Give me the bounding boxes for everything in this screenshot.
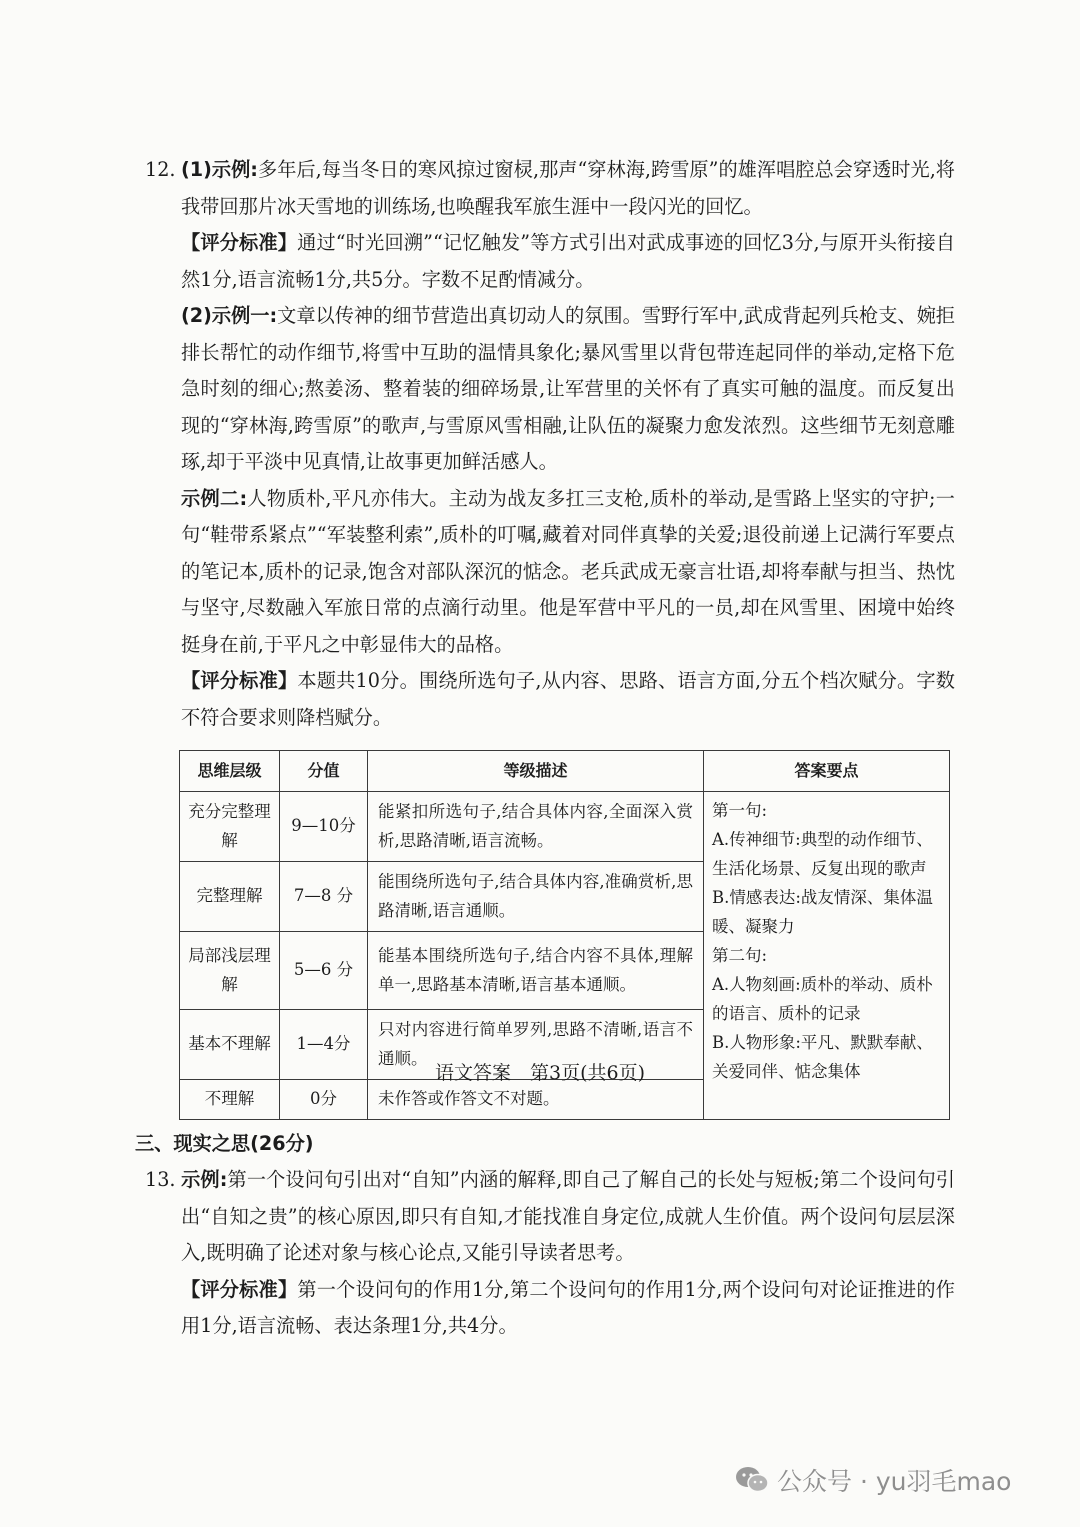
header-score: 分值 bbox=[280, 751, 368, 792]
key-point: A.传神细节:典型的动作细节、生活化场景、反复出现的歌声 bbox=[712, 830, 933, 878]
scoring-standard-tag: 【评分标准】 bbox=[181, 669, 298, 692]
description-cell: 未作答或作答文不对题。 bbox=[368, 1080, 704, 1120]
score-cell: 7—8 分 bbox=[280, 862, 368, 932]
wechat-icon bbox=[735, 1466, 769, 1494]
section-3-title: 三、现实之思(26分) bbox=[135, 1132, 314, 1155]
key-point: 第二句: bbox=[712, 946, 768, 965]
header-description: 等级描述 bbox=[368, 751, 704, 792]
level-cell: 不理解 bbox=[180, 1080, 280, 1120]
q12-part1 bbox=[145, 152, 955, 225]
watermark bbox=[735, 1462, 1011, 1498]
description-cell: 只对内容进行简单罗列,思路不清晰,语言不通顺。 bbox=[368, 1010, 704, 1080]
answer-content bbox=[135, 152, 956, 1345]
watermark-text: 公众号 · yu羽毛mao bbox=[777, 1467, 1012, 1496]
q12-part2-lead: (2)示例一: bbox=[181, 304, 278, 327]
score-cell: 9—10分 bbox=[280, 792, 368, 862]
q12-part2-example2 bbox=[145, 481, 955, 664]
q12-part1-text: 多年后,每当冬日的寒风掠过窗棂,那声“穿林海,跨雪原”的雄浑唱腔总会穿透时光,将我带回那片冰天雪地的训练场,也唤醒我军旅生涯中一段闪光的回忆。 bbox=[181, 158, 955, 218]
table-header-row bbox=[180, 751, 950, 792]
q12-part1-standard-text: 通过“时光回溯”“记忆触发”等方式引出对武成事迹的回忆3分,与原开头衔接自然1分,语言流畅1分,共5分。字数不足酌情减分。 bbox=[181, 231, 956, 291]
score-cell: 0分 bbox=[280, 1080, 368, 1120]
page-footer: 语文答案 第3页(共6页) bbox=[434, 1062, 645, 1084]
header-thinking-level: 思维层级 bbox=[180, 751, 280, 792]
q12-example2-lead: 示例二: bbox=[181, 486, 248, 510]
key-point: B.情感表达:战友情深、集体温暖、凝聚力 bbox=[712, 888, 933, 936]
key-point: 第一句: bbox=[712, 801, 768, 820]
scoring-standard-tag: 【评分标准】 bbox=[181, 1277, 298, 1301]
q12-part2-text: 文章以传神的细节营造出真切动人的氛围。雪野行军中,武成背起列兵枪支、婉拒排长帮忙的动作细节,将雪中互助的温情具象化;暴风雪里以背包带连起同伴的举动,定格下危急时刻的细心;熬姜汤、整着装的细碎场景,让军营里的关怀有了真实可触的温度。而反复出现的“穿林海,跨雪原”的歌声,与雪原风雪相融,让队伍的凝聚力愈发浓烈。这些细节无刻意雕琢,却于平淡中见真情,让故事更加鲜活感人。 bbox=[181, 304, 955, 473]
description-cell: 能紧扣所选句子,结合具体内容,全面深入赏析,思路清晰,语言流畅。 bbox=[368, 792, 704, 862]
key-point: B.人物形象:平凡、默默奉献、关爱同伴、惦念集体 bbox=[712, 1033, 933, 1081]
level-cell: 基本不理解 bbox=[180, 1010, 280, 1080]
q13-text: 第一个设问句引出对“自知”内涵的解释,即自己了解自己的长处与短板;第二个设问句引出“自知之贵”的核心原因,即只有自知,才能找准自身定位,成就人生价值。两个设问句层层深入,既明确了论述对象与核心论点,又能引导读者思考。 bbox=[181, 1168, 955, 1264]
q12-part1-lead: (1)示例: bbox=[181, 158, 258, 181]
q13-lead: 示例: bbox=[181, 1168, 228, 1191]
q12-part2-example1 bbox=[145, 298, 955, 481]
q12-example2-text: 人物质朴,平凡亦伟大。主动为战友多扛三支枪,质朴的举动,是雪路上坚实的守护;一句“鞋带系紧点”“军装整利索”,质朴的叮嘱,藏着对同伴真挚的关爱;退役前递上记满行军要点的笔记本,质朴的记录,饱含对部队深沉的惦念。老兵武成无豪言壮语,却将奉献与担当、热忱与坚守,尽数融入军旅日常的点滴行动里。他是军营中平凡的一员,却在风雪里、困境中始终挺身在前,于平凡之中彰显伟大的品格。 bbox=[181, 486, 955, 656]
description-cell: 能基本围绕所选句子,结合内容不具体,理解单一,思路基本清晰,语言基本通顺。 bbox=[368, 932, 704, 1010]
level-cell: 完整理解 bbox=[180, 862, 280, 932]
q12-part2-standard bbox=[145, 663, 955, 736]
key-point: A.人物刻画:质朴的举动、质朴的语言、质朴的记录 bbox=[712, 975, 933, 1023]
q12-part1-standard bbox=[145, 225, 955, 298]
header-key-points: 答案要点 bbox=[704, 751, 950, 792]
q12-part2-standard-text: 本题共10分。围绕所选句子,从内容、思路、语言方面,分五个档次赋分。字数不符合要求则降档赋分。 bbox=[181, 669, 955, 729]
level-cell: 充分完整理解 bbox=[180, 792, 280, 862]
table-row bbox=[180, 792, 950, 862]
score-cell: 5—6 分 bbox=[280, 932, 368, 1010]
q13-answer bbox=[145, 1162, 955, 1272]
q13-number: 13. bbox=[145, 1168, 176, 1191]
q13-standard bbox=[145, 1272, 955, 1345]
description-cell: 能围绕所选句子,结合具体内容,准确赏析,思路清晰,语言通顺。 bbox=[368, 862, 704, 932]
q12-number: 12. bbox=[145, 158, 176, 181]
q13-standard-text: 第一个设问句的作用1分,第二个设问句的作用1分,两个设问句对论证推进的作用1分,语言流畅、表达条理1分,共4分。 bbox=[181, 1277, 955, 1337]
level-cell: 局部浅层理解 bbox=[180, 932, 280, 1010]
score-cell: 1—4分 bbox=[280, 1010, 368, 1080]
scoring-standard-tag: 【评分标准】 bbox=[181, 231, 298, 254]
